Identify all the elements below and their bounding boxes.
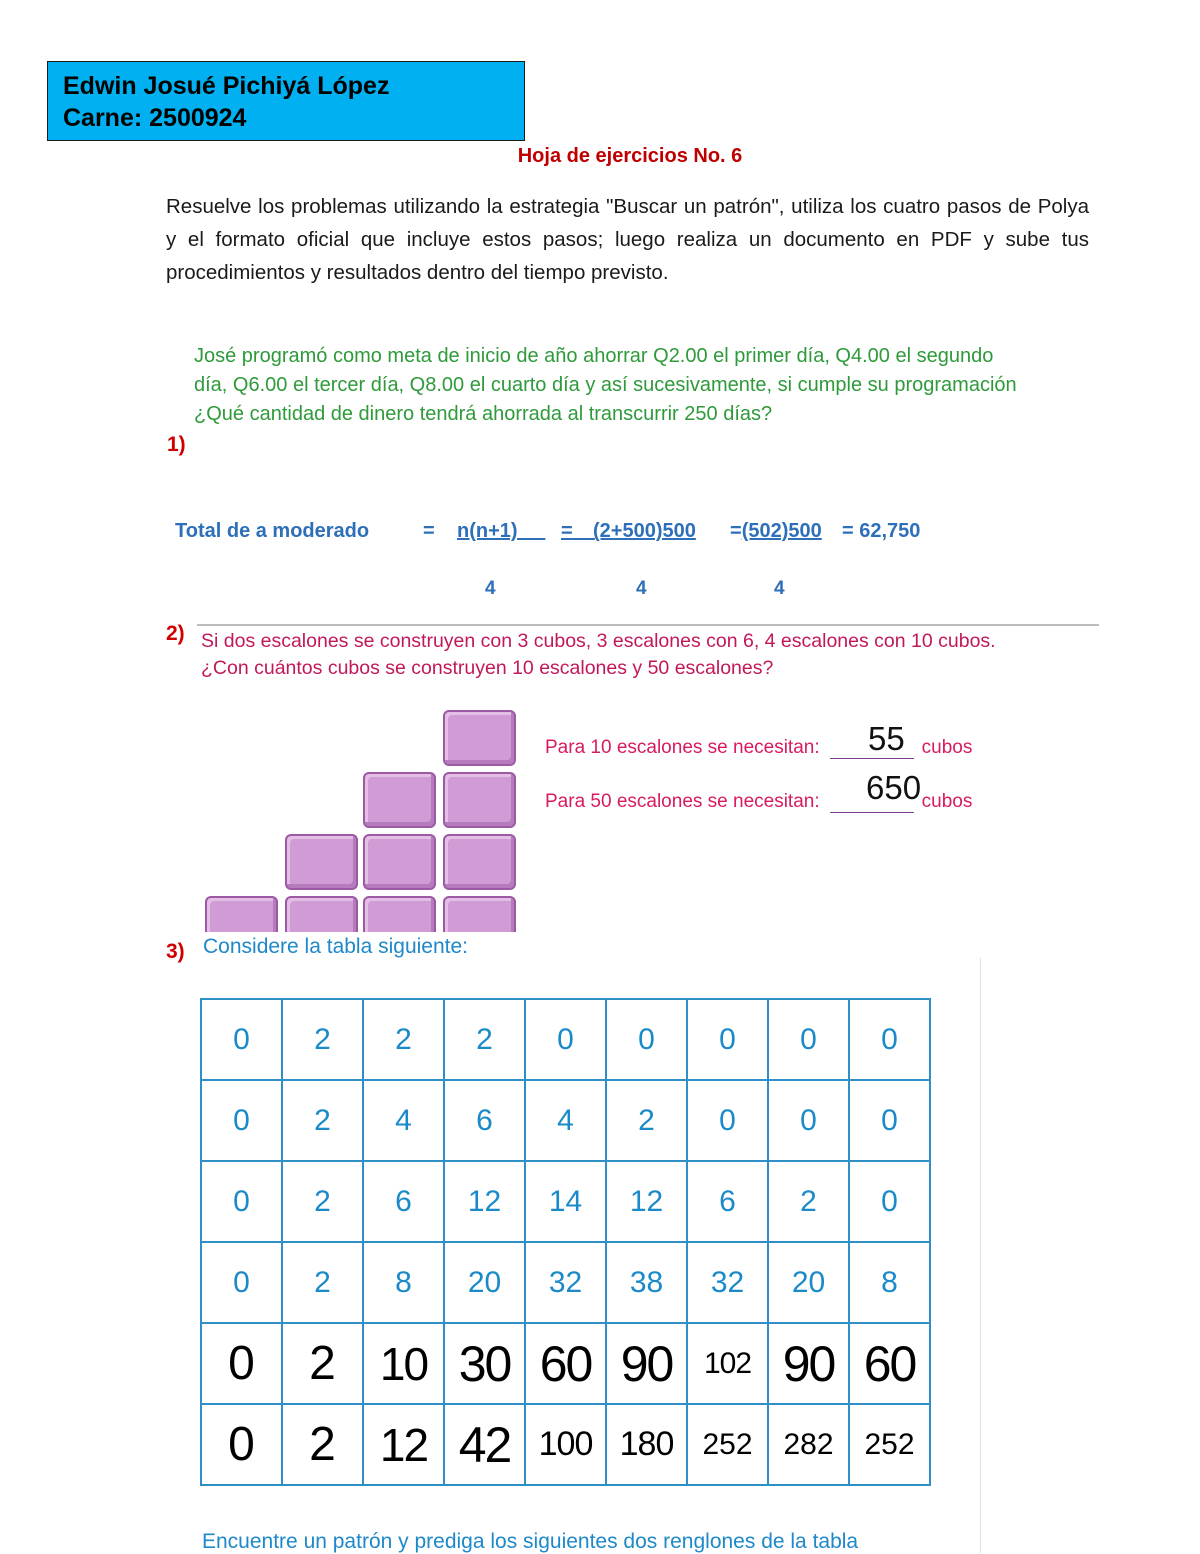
formula-result: = 62,750 bbox=[842, 520, 921, 542]
sheet-title: Hoja de ejercicios No. 6 bbox=[517, 145, 743, 167]
pattern-table bbox=[200, 998, 931, 1486]
cube bbox=[363, 834, 436, 890]
table-cell: 6 bbox=[687, 1161, 768, 1242]
formula-part2: (2+500)500 bbox=[593, 520, 696, 542]
table-cell: 2 bbox=[768, 1161, 849, 1242]
table-cell: 2 bbox=[282, 1161, 363, 1242]
page-edge-line bbox=[980, 958, 981, 1553]
table-cell: 100 bbox=[525, 1404, 606, 1485]
table-cell: 0 bbox=[687, 999, 768, 1080]
table-cell: 12 bbox=[363, 1404, 444, 1485]
cube bbox=[443, 772, 516, 828]
table-row bbox=[201, 1404, 930, 1485]
table-cell: 32 bbox=[687, 1242, 768, 1323]
answer-10-steps bbox=[545, 736, 972, 759]
formula-part3: =(502)500 bbox=[730, 520, 822, 542]
table-cell: 0 bbox=[201, 1404, 282, 1485]
problem3-number: 3) bbox=[166, 940, 185, 963]
table-cell: 10 bbox=[363, 1323, 444, 1404]
table-cell: 12 bbox=[444, 1161, 525, 1242]
formula-denominator: 4 bbox=[485, 578, 496, 599]
table-cell: 0 bbox=[201, 1161, 282, 1242]
table-cell: 2 bbox=[363, 999, 444, 1080]
formula-part1 bbox=[457, 520, 545, 543]
table-cell: 60 bbox=[525, 1323, 606, 1404]
problem2-line: ¿Con cuántos cubos se construyen 10 escalones y 50 escalones? bbox=[201, 657, 774, 679]
table-cell: 20 bbox=[444, 1242, 525, 1323]
table-cell: 90 bbox=[768, 1323, 849, 1404]
table-cell: 4 bbox=[525, 1080, 606, 1161]
table-cell: 180 bbox=[606, 1404, 687, 1485]
author-carne: Carne: 2500924 bbox=[63, 104, 247, 132]
table-cell: 2 bbox=[282, 999, 363, 1080]
table-cell: 102 bbox=[687, 1323, 768, 1404]
table-cell: 282 bbox=[768, 1404, 849, 1485]
answer-prefix: Para 50 escalones se necesitan: bbox=[545, 791, 820, 812]
table-cell: 0 bbox=[201, 1242, 282, 1323]
table-cell: 2 bbox=[282, 1323, 363, 1404]
table-cell: 8 bbox=[363, 1242, 444, 1323]
problem3-footer: Encuentre un patrón y prediga los siguientes dos renglones de la tabla bbox=[202, 1530, 859, 1553]
table-cell: 0 bbox=[525, 999, 606, 1080]
table-cell: 2 bbox=[606, 1080, 687, 1161]
author-name: Edwin Josué Pichiyá López bbox=[63, 72, 390, 100]
table-cell: 90 bbox=[606, 1323, 687, 1404]
answer-suffix: cubos bbox=[921, 737, 973, 758]
table-cell: 0 bbox=[768, 999, 849, 1080]
table-cell: 0 bbox=[606, 999, 687, 1080]
table-row bbox=[201, 1080, 930, 1161]
table-cell: 2 bbox=[282, 1242, 363, 1323]
problem2-number: 2) bbox=[166, 622, 185, 645]
answer-prefix: Para 10 escalones se necesitan: bbox=[545, 737, 820, 758]
instructions-paragraph: Resuelve los problemas utilizando la estrategia "Buscar un patrón", utiliza los cuatro pasos de Polya y el formato oficial que incluye estos pasos; luego realiza un documento en PDF y sube tus procedimientos y resultados dentro del tiempo previsto. bbox=[166, 195, 1089, 284]
table-cell: 32 bbox=[525, 1242, 606, 1323]
cube bbox=[363, 772, 436, 828]
table-row bbox=[201, 1323, 930, 1404]
cube bbox=[443, 896, 516, 932]
table-cell: 20 bbox=[768, 1242, 849, 1323]
cube bbox=[443, 834, 516, 890]
cube bbox=[285, 896, 358, 932]
table-cell: 2 bbox=[282, 1404, 363, 1485]
divider bbox=[197, 624, 1099, 626]
formula-equals: = bbox=[423, 520, 435, 542]
table-cell: 0 bbox=[849, 1161, 930, 1242]
cube-row-cropped bbox=[200, 896, 520, 932]
formula-denominator: 4 bbox=[636, 578, 647, 599]
table-cell: 0 bbox=[849, 1080, 930, 1161]
table-cell: 14 bbox=[525, 1161, 606, 1242]
table-cell: 60 bbox=[849, 1323, 930, 1404]
formula-equals: = bbox=[561, 520, 573, 542]
cube bbox=[443, 710, 516, 766]
table-cell: 30 bbox=[444, 1323, 525, 1404]
table-cell: 252 bbox=[687, 1404, 768, 1485]
table-cell: 0 bbox=[687, 1080, 768, 1161]
problem1-line: día, Q6.00 el tercer día, Q8.00 el cuarto día y así sucesivamente, si cumple su programación bbox=[194, 374, 1017, 396]
cube bbox=[363, 896, 436, 932]
table-cell: 4 bbox=[363, 1080, 444, 1161]
table-row bbox=[201, 1161, 930, 1242]
table-row bbox=[201, 1242, 930, 1323]
formula-denominator: 4 bbox=[774, 578, 785, 599]
table-cell: 252 bbox=[849, 1404, 930, 1485]
table-cell: 12 bbox=[606, 1161, 687, 1242]
table-cell: 0 bbox=[849, 999, 930, 1080]
table-cell: 0 bbox=[201, 999, 282, 1080]
table-cell: 42 bbox=[444, 1404, 525, 1485]
table-cell: 8 bbox=[849, 1242, 930, 1323]
cube bbox=[205, 896, 278, 932]
formula-part1-text: n(n+1) bbox=[457, 520, 518, 542]
table-cell: 0 bbox=[768, 1080, 849, 1161]
table-cell: 0 bbox=[201, 1323, 282, 1404]
problem1-line: ¿Qué cantidad de dinero tendrá ahorrada al transcurrir 250 días? bbox=[194, 403, 773, 425]
table-cell: 0 bbox=[201, 1080, 282, 1161]
answer-suffix: cubos bbox=[921, 791, 973, 812]
problem1-statement bbox=[194, 342, 1094, 429]
answer-value-50: 650 bbox=[866, 769, 922, 806]
problem2-line: Si dos escalones se construyen con 3 cubos, 3 escalones con 6, 4 escalones con 10 cubos. bbox=[201, 630, 996, 652]
cube bbox=[285, 834, 358, 890]
table-cell: 2 bbox=[282, 1080, 363, 1161]
answer-value-10: 55 bbox=[868, 720, 905, 757]
table-cell: 6 bbox=[444, 1080, 525, 1161]
table-cell: 2 bbox=[444, 999, 525, 1080]
formula-label: Total de a moderado bbox=[175, 520, 370, 542]
table-row bbox=[201, 999, 930, 1080]
author-box bbox=[47, 61, 525, 141]
problem1-line: José programó como meta de inicio de año ahorrar Q2.00 el primer día, Q4.00 el segundo bbox=[194, 345, 994, 367]
table-cell: 38 bbox=[606, 1242, 687, 1323]
problem3-statement: Considere la tabla siguiente: bbox=[203, 935, 469, 958]
table-cell: 6 bbox=[363, 1161, 444, 1242]
problem1-number: 1) bbox=[167, 433, 186, 456]
